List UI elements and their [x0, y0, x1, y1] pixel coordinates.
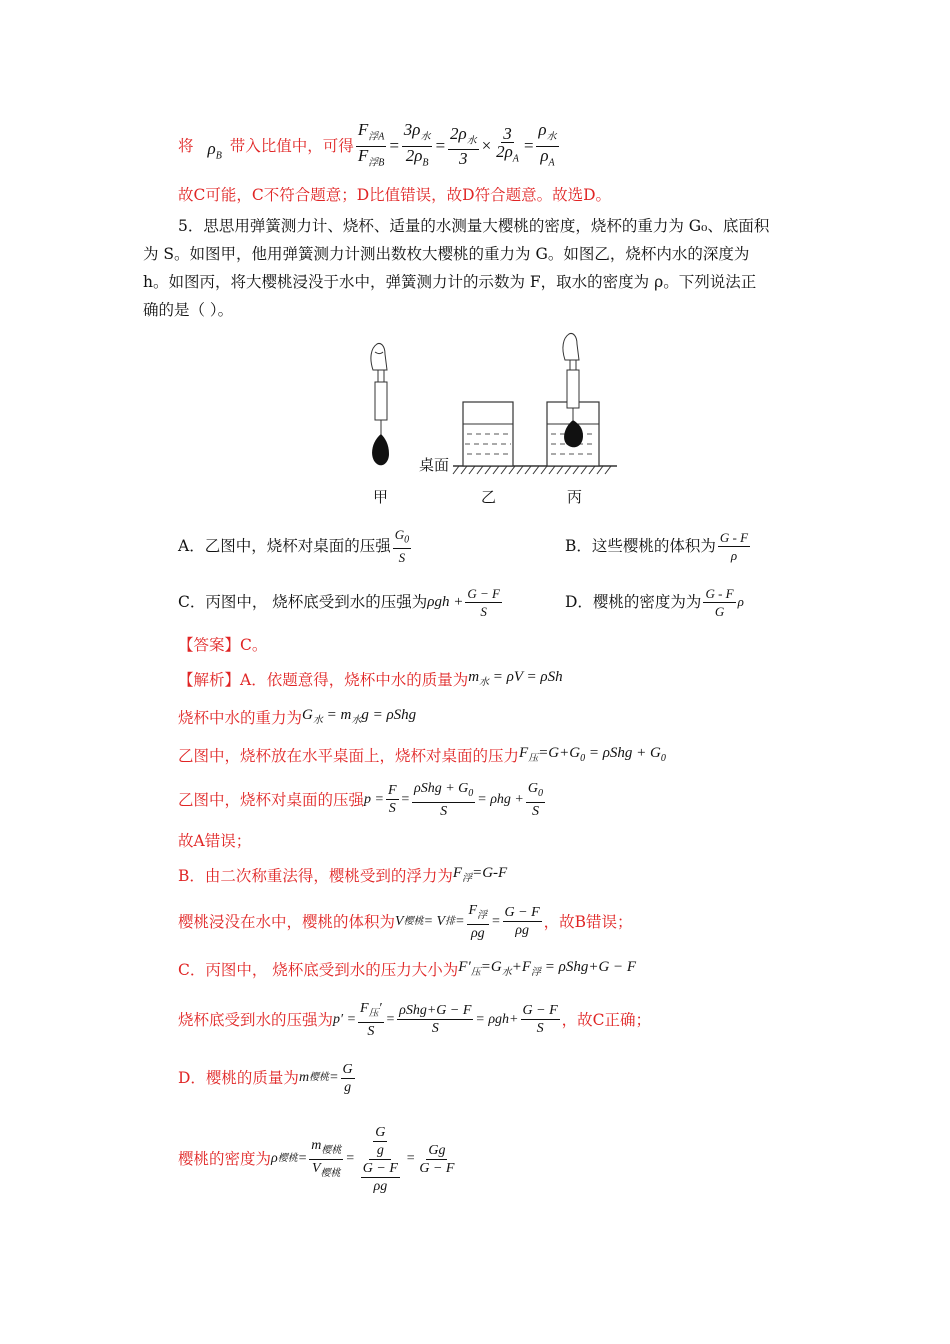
- analysis-l3: 乙图中，烧杯放在水平桌面上，烧杯对桌面的压力: [178, 747, 520, 765]
- answer: 【答案】C。: [178, 636, 268, 654]
- formula-7: V 樱桃 = V 排 = $\frac{F_浮}{\rho g}$ = $\frac{G - F}{\rho g}$: [395, 903, 540, 941]
- desk-label: 桌面: [419, 456, 450, 474]
- question-line-2: 为 S。如图甲，他用弹簧测力计测出数枚大樱桃的重力为 G。如图乙，烧杯内水的深度为: [143, 245, 750, 263]
- option-b-formula: $\frac{G - F}{\rho}$: [719, 529, 749, 563]
- analysis-line-9: [178, 998, 651, 1042]
- option-d-formula: $\frac{G - F}{G}$ ρ: [705, 585, 744, 619]
- analysis-l8: C．丙图中， 烧杯底受到水的压力大小为: [178, 961, 459, 979]
- analysis-line-2: [178, 704, 416, 732]
- analysis-line-6: [178, 862, 507, 890]
- sub-mid: 带入比值中，可得: [229, 137, 354, 155]
- analysis-line-3: [178, 742, 666, 770]
- analysis-line-5: 故A错误；: [178, 832, 252, 850]
- option-c-formula: ρgh + $\frac{G - F}{S}$: [427, 585, 500, 619]
- question-line-1: 5．思思用弹簧测力计、烧杯、适量的水测量大樱桃的密度，烧杯的重力为 G₀、底面积: [178, 217, 770, 235]
- spring-scale-c: [567, 370, 579, 408]
- formula-3: $F_压=G+G_0 = \rho Shg + G_0$: [519, 745, 666, 764]
- option-a-text: A．乙图中，烧杯对桌面的压强: [178, 537, 391, 555]
- ratio-formula: $\frac{F_{浮A}}{F_{浮B}}$ = $\frac{3\rho_水}{2\rho_B}$ = $\frac{2\rho_水}{3}$ × $\frac{3}{2\rho_A}$ = $\frac{\rho_水}{\rho_A}$: [357, 120, 557, 169]
- option-d: [565, 580, 744, 624]
- analysis-line-7: [178, 900, 633, 944]
- analysis-l11: 樱桃的密度为: [178, 1150, 272, 1168]
- analysis-line-1: [178, 666, 563, 694]
- analysis-l7-end: ，故B错误；: [543, 913, 633, 931]
- analysis-l7: 樱桃浸没在水中，樱桃的体积为: [178, 913, 396, 931]
- top-conclusion: 故C可能，C不符合题意；D比值错误，故D符合题意。故选D。: [178, 186, 612, 204]
- option-a-formula: $\frac{G_0}{S}$: [394, 526, 410, 566]
- formula-1: $m_水 = \rho V = \rho Sh$: [468, 669, 563, 688]
- cherries-a: [372, 434, 389, 465]
- hand-icon-c: [563, 333, 579, 360]
- formula-6: $F_浮=G-F$: [452, 865, 508, 884]
- formula-10: m 樱桃 = $\frac{G}{g}$: [298, 1061, 353, 1095]
- label-bing: 丙: [567, 488, 583, 506]
- experiment-figure: [355, 330, 625, 510]
- label-yi: 乙: [481, 488, 497, 506]
- substitution-line: [178, 120, 561, 169]
- formula-9: p′ = $\frac{F_压'}{S}$ = $\frac{\text{ρShg+G − F}}{S}$ = ρgh+ $\frac{G - F}{S}$: [333, 1001, 558, 1039]
- analysis-head: 【解析】A．依题意得，烧杯中水的质量为: [178, 671, 469, 689]
- formula-11: ρ 樱桃 = $\frac{m_{樱桃}}{V_{樱桃}}$ = $\frac{\frac{G}{g}}{\frac{G - F}{\rho g}}$ = $\frac{Gg}{G - F}$: [271, 1124, 455, 1194]
- question-line-3: h。如图丙，将大樱桃浸没于水中，弹簧测力计的示数为 F，取水的密度为 ρ。下列说法正: [143, 273, 757, 291]
- hand-icon: [371, 343, 387, 370]
- analysis-l2: 烧杯中水的重力为: [178, 709, 303, 727]
- analysis-l10: D．樱桃的质量为: [178, 1069, 299, 1087]
- analysis-line-11: [178, 1116, 458, 1202]
- experiment-diagram: [355, 330, 625, 510]
- analysis-l6: B．由二次称重法得，樱桃受到的浮力为: [178, 867, 453, 885]
- formula-8: $F'_压=G_水+F_浮 = \rho Shg+G - F$: [458, 959, 637, 978]
- label-jia: 甲: [373, 488, 389, 506]
- option-b-text: B．这些樱桃的体积为: [565, 537, 716, 555]
- option-c-text: C．丙图中， 烧杯底受到水的压强为: [178, 593, 428, 611]
- sub-prefix: 将: [178, 137, 194, 155]
- analysis-l9: 烧杯底受到水的压强为: [178, 1011, 334, 1029]
- analysis-line-4: [178, 778, 547, 822]
- spring-scale-a: [375, 382, 387, 420]
- option-c: [178, 580, 504, 624]
- formula-4: p = $\frac{F}{S}$ = $\frac{\rho Shg + G_0}{S}$ = ρhg + $\frac{G_0}{S}$: [364, 781, 544, 819]
- option-d-text: D．樱桃的密度为为: [565, 593, 702, 611]
- analysis-l9-end: ，故C正确；: [561, 1011, 651, 1029]
- analysis-l4: 乙图中，烧杯对桌面的压强: [178, 791, 365, 809]
- question-line-4: 确的是（ ）。: [143, 301, 234, 319]
- analysis-line-10: [178, 1056, 357, 1100]
- rho-b-symbol: $\rho_B$: [207, 139, 222, 162]
- option-b: [565, 524, 752, 568]
- analysis-line-8: [178, 956, 636, 984]
- option-a: [178, 524, 413, 568]
- formula-2: $G_水 = m_水g = \rho Shg$: [302, 707, 417, 726]
